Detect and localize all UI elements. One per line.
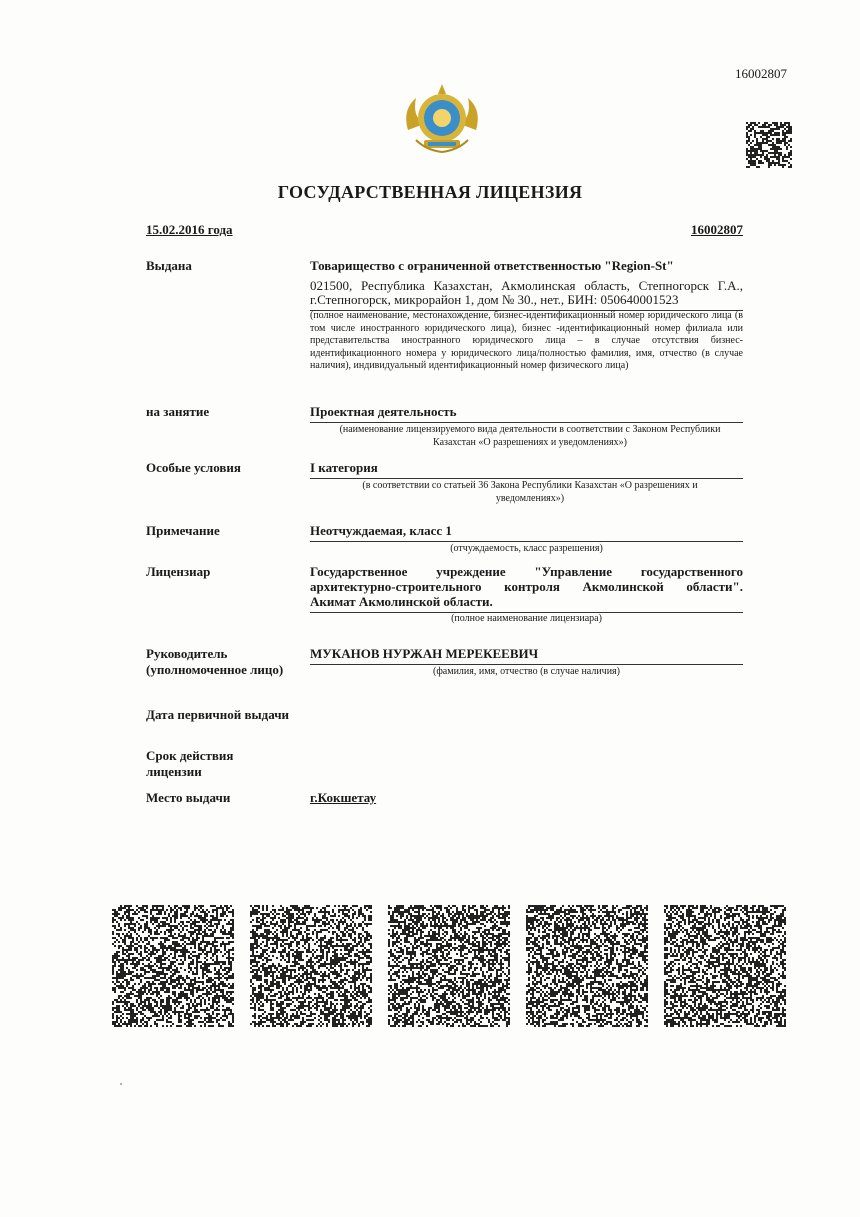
state-emblem-icon (402, 80, 482, 156)
place-label: Место выдачи (146, 790, 231, 805)
conditions-note: (в соответствии со статьей 36 Закона Республики Казахстан «О разрешениях и уведомлениях») (362, 480, 698, 504)
signature-code-icon (526, 905, 648, 1027)
licensee-name: Товарищество с ограниченной ответственностью "Region-St" (310, 258, 674, 273)
conditions-value: I категория (310, 460, 743, 479)
signature-code-icon (664, 905, 786, 1027)
licensor-note: (полное наименование лицензиара) (451, 613, 602, 624)
page-title: ГОСУДАРСТВЕННАЯ ЛИЦЕНЗИЯ (277, 182, 583, 202)
signature-code-icon (250, 905, 372, 1027)
place-value: г.Кокшетау (310, 790, 377, 805)
licensee-address-line1: 021500, Республика Казахстан, Акмолинская область, Степногорск Г.А., (310, 278, 743, 293)
issued-label: Выдана (146, 258, 192, 273)
remark-label: Примечание (146, 523, 220, 538)
scan-speck (120, 1083, 122, 1085)
validity-label-line1: Срок действия (146, 748, 234, 763)
license-number: 16002807 (691, 222, 743, 237)
issue-date: 15.02.2016 года (146, 222, 233, 237)
remark-note: (отчуждаемость, класс разрешения) (450, 543, 603, 554)
licensor-line3: Акимат Акмолинской области. (310, 594, 743, 613)
validity-label-line2: лицензии (146, 764, 202, 779)
licensor-line1: Государственное учреждение "Управление государственного (310, 564, 743, 579)
activity-value: Проектная деятельность (310, 404, 743, 423)
qr-code-icon (746, 122, 792, 168)
licensor-label: Лицензиар (146, 564, 211, 579)
head-label-line2: (уполномоченное лицо) (146, 662, 284, 677)
activity-label: на занятие (146, 404, 210, 419)
signature-code-icon (388, 905, 510, 1027)
document-number-top: 16002807 (735, 66, 787, 81)
signature-code-icon (112, 905, 234, 1027)
head-label-line1: Руководитель (146, 646, 228, 661)
licensee-address-line2: г.Степногорск, микрорайон 1, дом № 30., нет., БИН: 050640001523 (310, 292, 743, 311)
remark-value: Неотчуждаемая, класс 1 (310, 523, 743, 542)
first-issue-label: Дата первичной выдачи (146, 707, 290, 722)
licensor-line2: архитектурно-строительного контроля Акмолинской области". (310, 579, 743, 594)
head-value: МУКАНОВ НУРЖАН МЕРЕКЕЕВИЧ (310, 646, 743, 665)
conditions-label: Особые условия (146, 460, 241, 475)
signature-codes (112, 905, 792, 1027)
activity-note: (наименование лицензируемого вида деятельности в соответствии с Законом Республики Казахстан «О разрешениях и уведомлениях») (339, 424, 721, 448)
licensee-note: (полное наименование, местонахождение, бизнес-идентификационный номер юридического лица (в том числе иностранного юридического лица), бизнес -идентификационный номер филиала или представительства иностранного юридического лица – в случае отсутствия бизнес-идентификационного номера у юридического лица/полностью фамилия, имя, отчество (в случае наличия), индивидуальный идентификационный номер физического лица) (310, 310, 743, 371)
head-note: (фамилия, имя, отчество (в случае наличия) (433, 666, 620, 677)
